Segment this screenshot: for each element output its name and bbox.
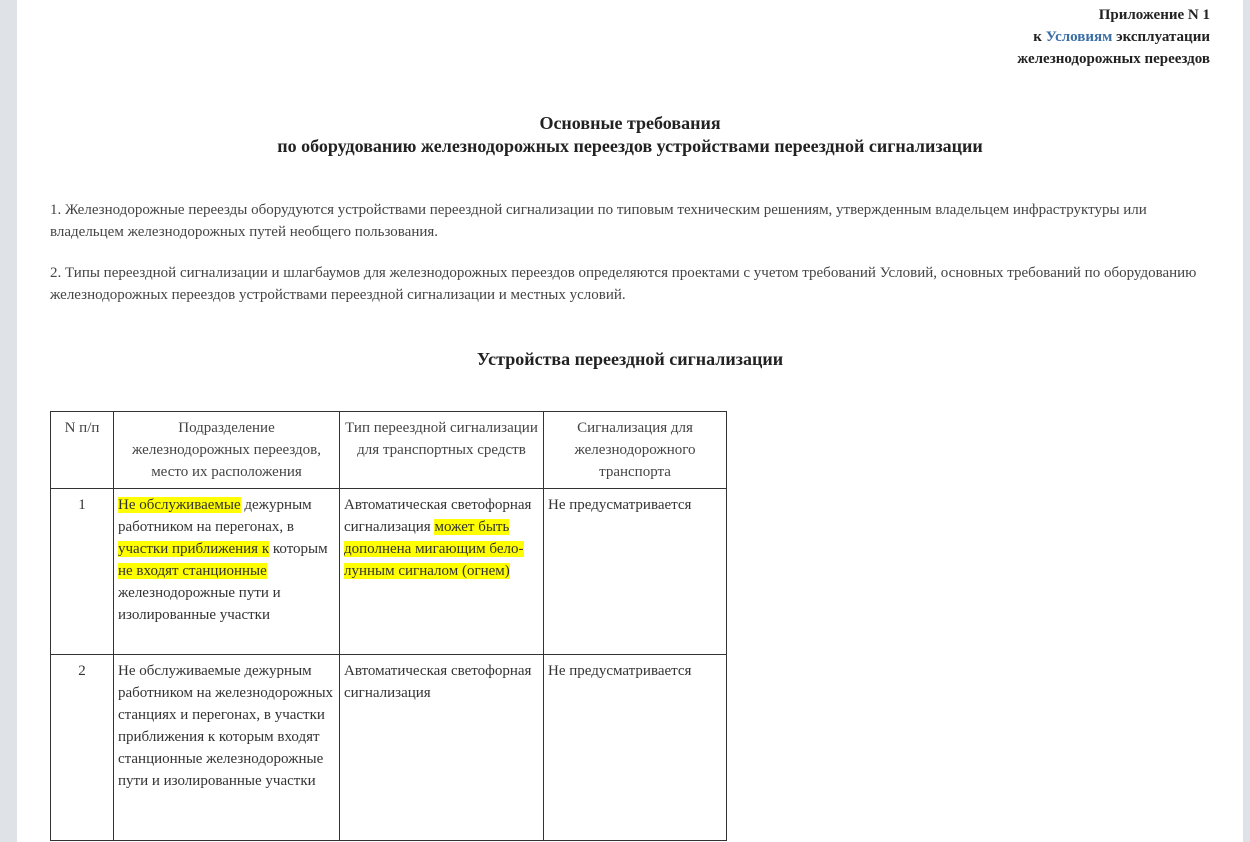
row-signal-type	[340, 489, 544, 655]
header-number: N п/п	[51, 412, 114, 489]
document-page	[17, 0, 1243, 842]
title-line-1: Основные требования	[539, 113, 721, 133]
cell-text: железнодорожные пути и изолированные участки	[118, 585, 281, 623]
title-line-2: по оборудованию железнодорожных переездов устройствами переездной сигнализации	[277, 136, 983, 156]
paragraph-2: 2. Типы переездной сигнализации и шлагбаумов для железнодорожных переездов определяются проектами с учетом требований Условий, основных требований по оборудованию железнодорожных переездов устройствами переездной сигнализации и местных условий.	[50, 265, 1197, 303]
row-division: Не обслуживаемые дежурным работником на железнодорожных станциях и перегонах, в участки приближения к которым входят станционные железнодорожные пути и изолированные участки	[114, 655, 340, 841]
conditions-link[interactable]: Условиям	[1045, 29, 1113, 45]
row-rail-signaling: Не предусматривается	[544, 489, 727, 655]
cell-text: Автоматическая светофорная сигнализация	[344, 497, 532, 535]
cell-text: которым	[269, 541, 328, 557]
appendix-number: Приложение N 1	[1098, 7, 1210, 23]
table-row	[51, 489, 727, 655]
paragraph-1: 1. Железнодорожные переезды оборудуются устройствами переездной сигнализации по типовым техническим решениям, утвержденным владельцем инфраструктуры или владельцем железнодорожных путей необщего пользования.	[50, 202, 1147, 240]
section-title: Устройства переездной сигнализации	[476, 349, 784, 369]
highlighted-text: Не обслуживаемые	[118, 497, 241, 513]
header-signal-type: Тип переездной сигнализации для транспортных средств	[340, 412, 544, 489]
cell-text: дежурным работником на перегонах, в	[118, 497, 312, 535]
header-rail-signaling: Сигнализация для железнодорожного транспорта	[544, 412, 727, 489]
appendix-subject: железнодорожных переездов	[1017, 51, 1210, 67]
highlighted-text: может быть дополнена мигающим бело-лунным сигналом (огнем)	[344, 519, 524, 579]
row-division	[114, 489, 340, 655]
table-row	[51, 655, 727, 841]
header-division: Подразделение железнодорожных переездов, место их расположения	[114, 412, 340, 489]
highlighted-text: участки приближения к	[118, 541, 270, 557]
highlighted-text: не входят станционные	[118, 563, 267, 579]
appendix-header	[1017, 4, 1210, 70]
appendix-suffix: эксплуатации	[1112, 29, 1210, 45]
document-title	[17, 112, 1243, 158]
row-number: 1	[51, 489, 114, 655]
row-rail-signaling: Не предусматривается	[544, 655, 727, 841]
appendix-reference	[1017, 26, 1210, 48]
appendix-prefix: к	[1033, 29, 1046, 45]
table-header-row	[51, 412, 727, 489]
row-number: 2	[51, 655, 114, 841]
signaling-table	[50, 411, 727, 841]
row-signal-type: Автоматическая светофорная сигнализация	[340, 655, 544, 841]
